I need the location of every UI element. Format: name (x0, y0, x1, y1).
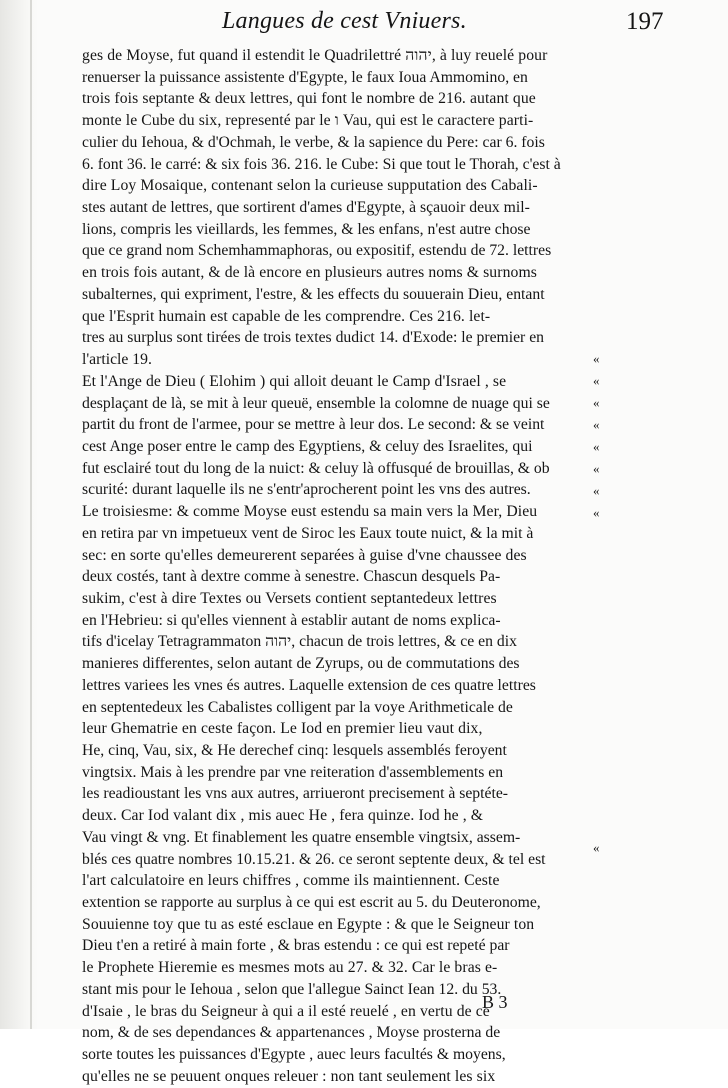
text-line: cest Ange poser entre le camp des Egyptiens, & celuy des Israelites, qui (82, 437, 533, 455)
text-line: Dieu t'en a retiré à main forte , & bras estendu : ce qui est repeté par (82, 937, 510, 955)
text-line: ges de Moyse, fut quand il estendit le Quadrilettré יהוה, à luy reuelé pour (82, 47, 548, 64)
margin-quote-mark: « (593, 351, 600, 366)
margin-quote-mark: « (593, 439, 600, 454)
text-line: vingtsix. Mais à les prendre par vne reiteration d'assemblements en (82, 763, 504, 781)
text-line: stes autant de lettres, que sortirent d'ames d'Egypte, à sçauoir deux mil- (82, 199, 530, 217)
text-line: tres au surplus sont tirées de trois textes dudict 14. d'Exode: le premier en (82, 329, 545, 347)
text-line: fut esclairé tout du long de la nuict: & celuy là offusqué de brouillas, & ob (82, 459, 550, 477)
text-line: sorte toutes les puissances d'Egypte , auec leurs facultés & moyens, (82, 1046, 506, 1064)
text-line: desplaçant de là, se mit à leur queuë, ensemble la colomne de nuage qui se (82, 394, 550, 412)
text-line: partit du front de l'armee, pour se mettre à leur dos. Le second: & se veint (82, 416, 545, 434)
text-line: en septentedeux les Cabalistes colligent par la voye Arithmeticale de (82, 698, 513, 716)
text-line: scurité: durant laquelle ils ne s'entr'aprocherent point les vns des autres. (82, 481, 531, 499)
margin-quote-mark: « (593, 395, 600, 410)
text-line: d'Isaie , le bras du Seigneur à qui a il esté reuelé , en vertu de ce (82, 1002, 490, 1020)
text-line: manieres differentes, selon autant de Zyrups, ou de commutations des (82, 655, 520, 673)
running-title: Langues de cest Vniuers. (222, 8, 467, 34)
margin-quote-mark: « (593, 461, 600, 476)
page-header (0, 0, 728, 48)
text-line: deux costés, tant à dextre comme à senestre. Chascun desquels Pa- (82, 568, 501, 586)
text-line: en l'Hebrieu: si qu'elles viennent à establir autant de noms explica- (82, 611, 501, 629)
text-line: monte le Cube du six, representé par le ו Vau, qui est le caractere parti- (82, 112, 534, 130)
text-line: renuerser la puissance assistente d'Egypte, le faux Ioua Ammomino, en (82, 68, 528, 86)
text-line: Le troisiesme: & comme Moyse eust estendu sa main vers la Mer, Dieu (82, 503, 538, 521)
text-line: He, cinq, Vau, six, & He derechef cinq: lesquels assemblés feroyent (82, 742, 507, 759)
text-line: en trois fois autant, & de là encore en plusieurs autres noms & surnoms (82, 264, 537, 282)
text-line: leur Ghematrie en ceste façon. Le Iod en premier lieu vaut dix, (82, 720, 483, 738)
text-line: Vau vingt & vng. Et finablement les quatre ensemble vingtsix, assem- (82, 828, 521, 846)
text-line: en retira par vn impetueux vent de Siroc les Eaux toute nuict, & la mit à (82, 524, 534, 542)
text-line: que ce grand nom Schemhammaphoras, ou expositif, estendu de 72. lettres (82, 242, 552, 260)
text-line: tifs d'icelay Tetragrammaton יהוה, chacun de trois lettres, & ce en dix (82, 633, 517, 651)
page-number: 197 (626, 8, 664, 35)
margin-quote-mark: « (593, 483, 600, 498)
text-line: Et l'Ange de Dieu ( Elohim ) qui alloit deuant le Camp d'Israel , se (82, 372, 507, 390)
text-line: l'art calculatoire en leurs chiffres , comme ils maintiennent. Ceste (82, 872, 500, 890)
text-line: que l'Esprit humain est capable de les comprendre. Ces 216. let- (82, 307, 491, 325)
text-line: le Prophete Hieremie es mesmes mots au 27. & 32. Car le bras e- (82, 959, 498, 977)
printer-signature: B 3 (482, 992, 508, 1012)
text-line: lettres variees les vnes és autres. Laquelle extension de ces quatre lettres (82, 676, 536, 694)
page-gutter-shadow (0, 0, 38, 1029)
text-line: deux. Car Iod valant dix , mis auec He , fera quinze. Iod he , & (82, 807, 484, 825)
main-text-block (82, 45, 608, 1088)
text-line: sukim, c'est à dire Textes ou Versets contient septantedeux lettres (82, 589, 497, 607)
margin-quote-mark: « (593, 373, 600, 388)
text-line: blés ces quatre nombres 10.15.21. & 26. ce seront septente deux, & tel est (82, 850, 546, 868)
margin-quote-mark: « (593, 505, 600, 520)
text-line: extention se rapporte au surplus à ce qui est escrit au 5. du Deuteronome, (82, 894, 541, 912)
margin-quote-mark: « (593, 417, 600, 432)
text-line: sec: en sorte qu'elles demeurerent separées à guise d'vne chaussee des (82, 546, 527, 564)
text-line: nom, & de ses dependances & appartenances , Moyse prosterna de (82, 1024, 501, 1042)
text-line: culier du Iehoua, & d'Ochmah, le verbe, & la sapience du Pere: car 6. fois (82, 133, 545, 151)
text-line: qu'elles ne se peuuent onques releuer : non tant seulement les six (82, 1067, 496, 1085)
text-line: dire Loy Mosaique, contenant selon la curieuse supputation des Cabali- (82, 177, 538, 195)
text-line: subalternes, qui expriment, l'estre, & les effects du souuerain Dieu, entant (82, 285, 545, 303)
text-line: 6. font 36. le carré: & six fois 36. 216. le Cube: Si que tout le Thorah, c'est à (82, 155, 561, 173)
margin-quote-mark: « (593, 840, 600, 855)
text-line: l'article 19. (82, 351, 152, 369)
text-line: Souuienne toy que tu as esté esclaue en Egypte : & que le Seigneur ton (82, 915, 535, 933)
text-line: stant mis pour le Iehoua , selon que l'allegue Sainct Iean 12. du 53. (82, 980, 502, 998)
page-gutter-line (30, 0, 32, 1029)
text-line: trois fois septante & deux lettres, qui font le nombre de 216. autant que (82, 90, 536, 108)
text-line: les readioustant les vns aux autres, arriueront precisement à septéte- (82, 785, 509, 803)
text-line: lions, compris les vieillards, les femmes, & les enfans, n'est autre chose (82, 220, 531, 238)
